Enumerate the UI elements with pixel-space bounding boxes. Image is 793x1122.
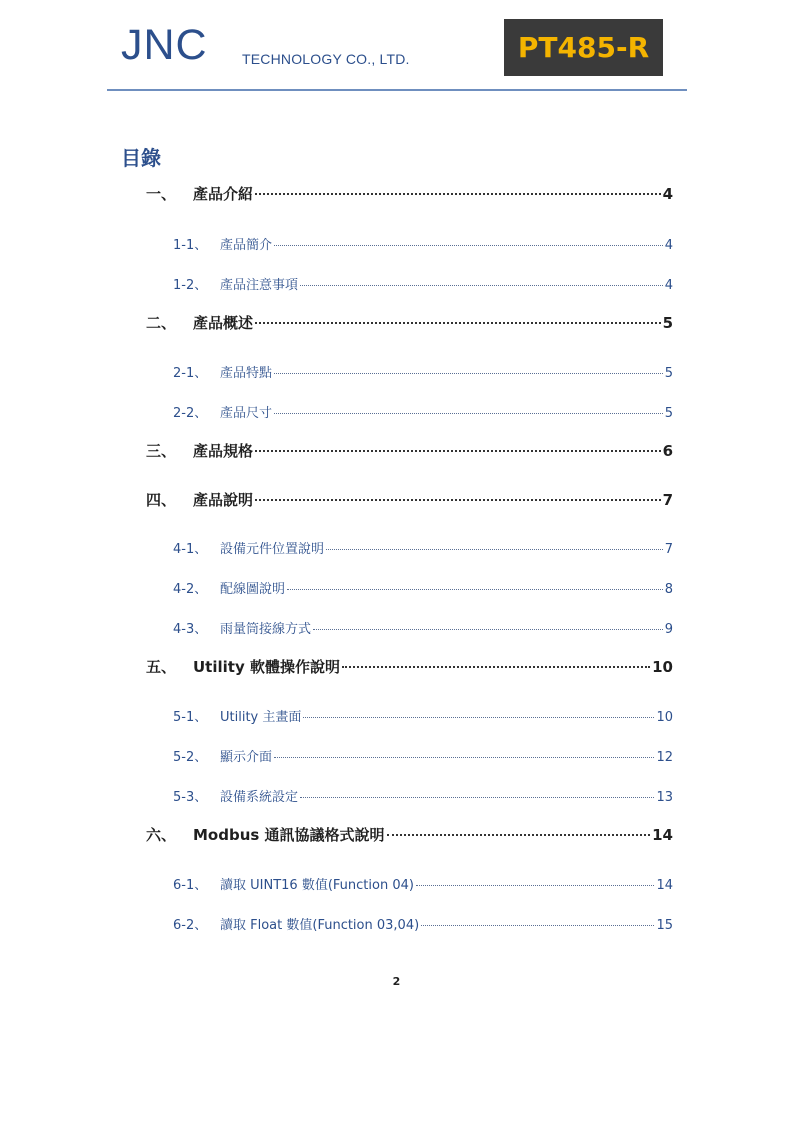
toc-title: 目錄 xyxy=(121,146,161,170)
toc-entry-number: 六、 xyxy=(146,826,177,844)
toc-entry-page: 15 xyxy=(656,918,673,933)
toc-leader-dots xyxy=(255,322,661,324)
toc-entry-title: 產品概述 xyxy=(193,314,254,332)
toc-chapter-entry[interactable] xyxy=(146,312,673,333)
toc-section-entry[interactable] xyxy=(173,538,673,557)
toc-section-entry[interactable] xyxy=(173,706,673,725)
toc-entry-page: 13 xyxy=(656,790,673,805)
toc-leader-dots xyxy=(416,885,655,886)
toc-entry-page: 10 xyxy=(656,710,673,725)
toc-leader-dots xyxy=(255,193,661,195)
toc-entry-page: 9 xyxy=(664,622,673,637)
toc-entry-title: 設備元件位置說明 xyxy=(220,542,325,557)
toc-entry-title: 雨量筒接線方式 xyxy=(220,622,312,637)
toc-entry-page: 7 xyxy=(662,491,673,509)
toc-entry-number: 三、 xyxy=(146,442,177,460)
toc-leader-dots xyxy=(303,717,654,718)
toc-entry-number: 二、 xyxy=(146,314,177,332)
toc-entry-page: 8 xyxy=(664,582,673,597)
toc-leader-dots xyxy=(255,450,661,452)
toc-leader-dots xyxy=(387,834,651,836)
toc-section-entry[interactable] xyxy=(173,746,673,765)
toc-leader-dots xyxy=(274,413,663,414)
toc-leader-dots xyxy=(255,499,661,501)
toc-entry-title: 產品簡介 xyxy=(220,238,273,253)
toc-entry-number: 四、 xyxy=(146,491,177,509)
toc-entry-page: 14 xyxy=(652,826,673,844)
page-number: 2 xyxy=(392,975,401,988)
toc-section-entry[interactable] xyxy=(173,402,673,421)
toc-entry-number: 6-2、 xyxy=(173,918,208,933)
toc-entry-number: 1-2、 xyxy=(173,278,208,293)
toc-leader-dots xyxy=(342,666,650,668)
toc-leader-dots xyxy=(313,629,663,630)
toc-entry-title: Utility 主畫面 xyxy=(220,710,302,725)
toc-leader-dots xyxy=(274,373,663,374)
toc-leader-dots xyxy=(300,797,654,798)
toc-section-entry[interactable] xyxy=(173,578,673,597)
toc-entry-number: 4-3、 xyxy=(173,622,208,637)
toc-chapter-entry[interactable] xyxy=(146,824,673,845)
toc-entry-title: 產品說明 xyxy=(193,491,254,509)
toc-entry-title: 讀取 Float 數值(Function 03,04) xyxy=(220,918,420,933)
toc-entry-page: 7 xyxy=(664,542,673,557)
toc-section-entry[interactable] xyxy=(173,914,673,933)
toc-entry-page: 5 xyxy=(664,406,673,421)
toc-entry-number: 2-1、 xyxy=(173,366,208,381)
toc-section-entry[interactable] xyxy=(173,274,673,293)
toc-leader-dots xyxy=(274,245,663,246)
toc-entry-title: 產品規格 xyxy=(193,442,254,460)
toc-entry-number: 1-1、 xyxy=(173,238,208,253)
company-name: TECHNOLOGY CO., LTD. xyxy=(242,51,410,67)
toc-entry-title: 設備系統設定 xyxy=(220,790,299,805)
toc-entry-number: 2-2、 xyxy=(173,406,208,421)
toc-entry-page: 12 xyxy=(656,750,673,765)
toc-entry-title: 產品尺寸 xyxy=(220,406,273,421)
toc-section-entry[interactable] xyxy=(173,618,673,637)
toc-entry-title: 產品介紹 xyxy=(193,185,254,203)
toc-entry-page: 5 xyxy=(664,366,673,381)
toc-entry-number: 一、 xyxy=(146,185,177,203)
header-divider xyxy=(107,89,687,91)
toc-entry-page: 4 xyxy=(664,278,673,293)
toc-entry-page: 5 xyxy=(662,314,673,332)
toc-entry-page: 4 xyxy=(662,185,673,203)
toc-entry-title: 讀取 UINT16 數值(Function 04) xyxy=(220,878,414,893)
toc-entry-title: 產品特點 xyxy=(220,366,273,381)
toc-entry-number: 5-2、 xyxy=(173,750,208,765)
toc-leader-dots xyxy=(287,589,663,590)
toc-chapter-entry[interactable] xyxy=(146,656,673,677)
toc-chapter-entry[interactable] xyxy=(146,489,673,510)
toc-entry-number: 4-2、 xyxy=(173,582,208,597)
toc-entry-number: 五、 xyxy=(146,658,177,676)
toc-chapter-entry[interactable] xyxy=(146,440,673,461)
company-logo: JNC xyxy=(121,21,208,69)
toc-chapter-entry[interactable] xyxy=(146,183,673,204)
toc-entry-number: 5-1、 xyxy=(173,710,208,725)
toc-entry-title: 配線圖說明 xyxy=(220,582,286,597)
toc-section-entry[interactable] xyxy=(173,786,673,805)
toc-entry-page: 4 xyxy=(664,238,673,253)
toc-entry-number: 6-1、 xyxy=(173,878,208,893)
toc-leader-dots xyxy=(274,757,654,758)
toc-leader-dots xyxy=(421,925,654,926)
toc-entry-title: 產品注意事項 xyxy=(220,278,299,293)
toc-entry-page: 10 xyxy=(652,658,673,676)
toc-entry-number: 5-3、 xyxy=(173,790,208,805)
toc-entry-title: 顯示介面 xyxy=(220,750,273,765)
toc-entry-title: Utility 軟體操作說明 xyxy=(193,658,340,676)
model-badge: PT485-R xyxy=(504,19,663,76)
toc-entry-page: 14 xyxy=(656,878,673,893)
toc-entry-page: 6 xyxy=(662,442,673,460)
toc-section-entry[interactable] xyxy=(173,234,673,253)
toc-entry-number: 4-1、 xyxy=(173,542,208,557)
toc-section-entry[interactable] xyxy=(173,362,673,381)
toc-entry-title: Modbus 通訊協議格式說明 xyxy=(193,826,385,844)
toc-leader-dots xyxy=(326,549,663,550)
toc-section-entry[interactable] xyxy=(173,874,673,893)
toc-leader-dots xyxy=(300,285,663,286)
